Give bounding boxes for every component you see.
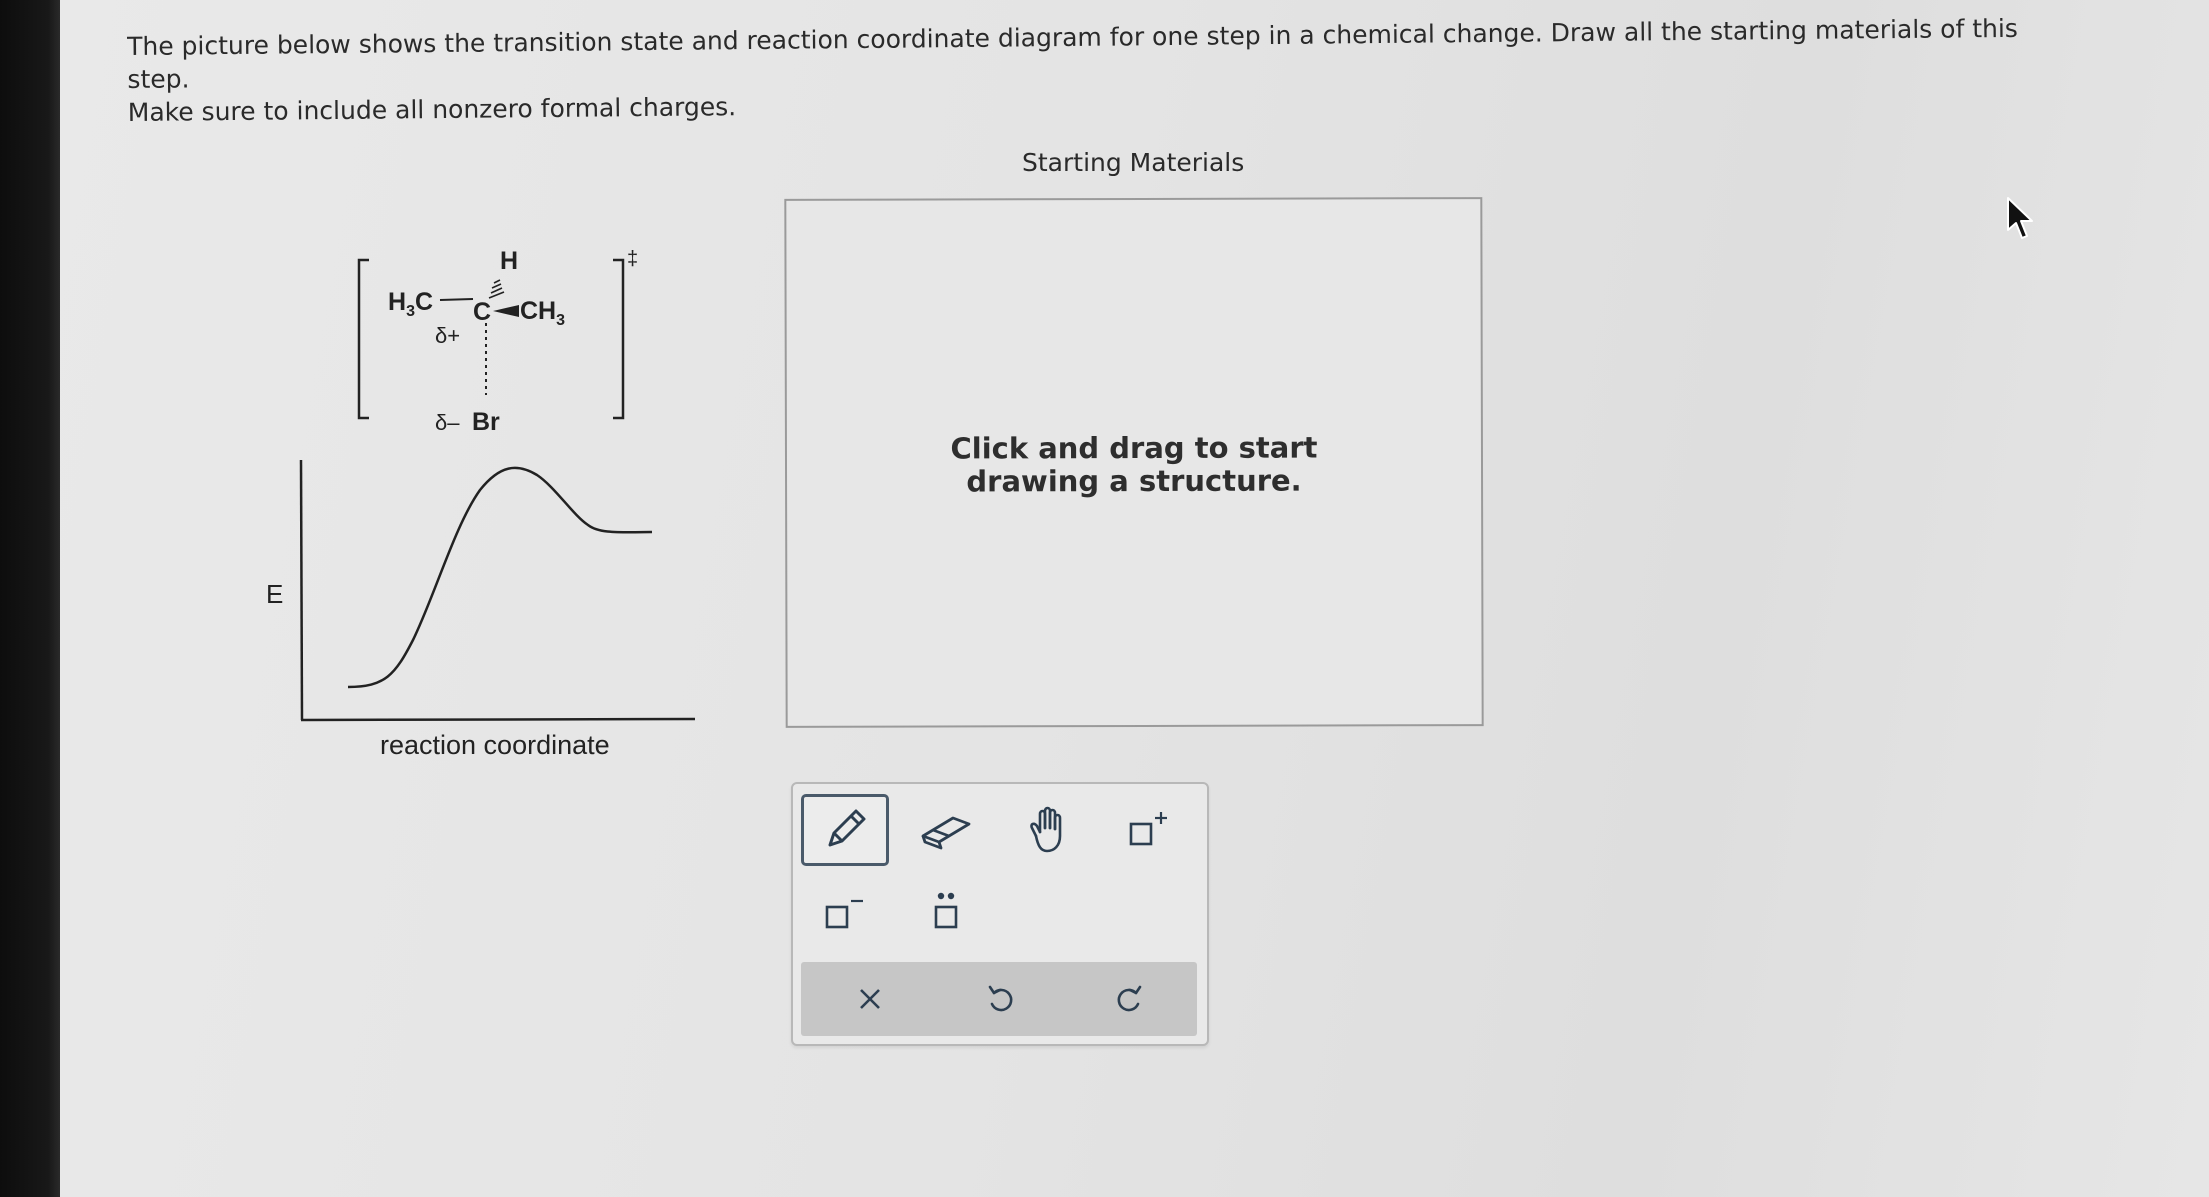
clear-button[interactable] — [815, 964, 925, 1034]
canvas-hint-line-1: Click and drag to start — [950, 430, 1318, 466]
question-line-1: The picture below shows the transition state and reaction coordinate diagram for one step in a chemical change. Draw all the starting materials of this step. — [127, 13, 2019, 94]
partial-negative-charge: δ– — [435, 410, 460, 435]
eraser-icon — [919, 810, 973, 850]
undo-button[interactable] — [945, 964, 1055, 1034]
redo-button[interactable] — [1075, 964, 1185, 1034]
x-axis — [301, 719, 695, 720]
hydrogen-label: H — [500, 247, 519, 275]
solid-wedge-bond — [493, 305, 519, 317]
question-prompt — [127, 11, 2088, 129]
screen-bezel — [0, 0, 60, 1197]
redo-icon — [1115, 984, 1145, 1014]
hashed-wedge-bond — [489, 280, 504, 298]
reaction-diagram — [255, 235, 715, 775]
action-bar — [801, 962, 1197, 1036]
clear-icon — [857, 986, 883, 1012]
canvas-hint — [787, 431, 1481, 499]
positive-charge-tool-button[interactable] — [1105, 796, 1191, 864]
reaction-coordinate-label: reaction coordinate — [380, 730, 610, 760]
starting-materials-title: Starting Materials — [1022, 148, 1245, 177]
undo-icon — [985, 984, 1015, 1014]
pencil-icon — [820, 805, 870, 855]
energy-axis-label: E — [266, 579, 284, 609]
bromine-label: Br — [472, 408, 500, 436]
methyl-left-label: $H_3C$ — [388, 288, 434, 320]
right-bracket — [613, 260, 623, 418]
lone-pair-tool-button[interactable] — [903, 879, 989, 947]
double-dagger: ‡ — [627, 248, 639, 270]
hand-tool-button[interactable] — [1005, 796, 1091, 864]
negative-charge-icon — [821, 893, 867, 933]
methyl-right-label: $CH_3$ — [520, 297, 566, 329]
hand-icon — [1026, 806, 1070, 854]
eraser-tool-button[interactable] — [903, 796, 989, 864]
y-axis — [301, 460, 302, 720]
partial-positive-charge: δ+ — [435, 323, 461, 348]
pencil-tool-button[interactable] — [801, 794, 889, 866]
mouse-cursor-icon — [2006, 196, 2038, 244]
negative-charge-tool-button[interactable] — [801, 879, 887, 947]
positive-charge-icon — [1125, 810, 1171, 850]
single-bond — [440, 299, 473, 300]
central-carbon-label: C — [473, 298, 492, 326]
drawing-canvas[interactable] — [784, 197, 1483, 728]
energy-profile-curve — [348, 468, 652, 687]
lone-pair-icon — [926, 891, 966, 935]
question-line-2: Make sure to include all nonzero formal charges. — [127, 92, 737, 127]
drawing-toolbar — [791, 782, 1209, 1046]
canvas-hint-line-2: drawing a structure. — [966, 463, 1302, 499]
left-bracket — [359, 260, 369, 418]
